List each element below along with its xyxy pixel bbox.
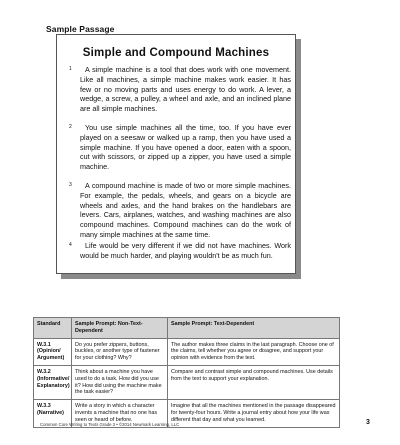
header-text-dependent: Sample Prompt: Text-Dependent xyxy=(168,318,340,339)
passage-card xyxy=(56,34,296,274)
standard-cell: W.3.3 (Narrative) xyxy=(34,400,72,427)
paragraph-text: Life would be very different if we did not have machines. Work would be much harder, and playing wouldn't be as much fun. xyxy=(80,241,291,260)
passage-title: Simple and Compound Machines xyxy=(82,47,270,59)
standard-cell: W.3.2 (Informative/ Explanatory) xyxy=(34,365,72,399)
prompt-table xyxy=(33,317,340,428)
standard-cell: W.3.1 (Opinion/ Argument) xyxy=(34,338,72,365)
text-dependent-prompt-cell: Compare and contrast simple and compound machines. Use details from the text to support your explanation. xyxy=(168,365,340,399)
table-row xyxy=(34,338,340,365)
table-header-row xyxy=(34,318,340,339)
paragraph-number: 2 xyxy=(69,124,72,130)
header-standard: Standard xyxy=(34,318,72,339)
table-row xyxy=(34,365,340,399)
paragraph-text: You use simple machines all the time, too. If you have ever played on a seesaw or walked up a ramp, then you have used a simple machine. If you have opened a door, eaten with a spoon, cut with scissors, or zipped up a zipper, you have used a simple machine. xyxy=(80,123,291,172)
non-text-prompt-cell: Think about a machine you have used to do a task. How did you use it? How did using the machine make the task easier? xyxy=(72,365,168,399)
paragraph-text: A simple machine is a tool that does work with one movement. Like all machines, a simple machine makes work easier. It has few or no moving parts and uses energy to do work. A lever, a wedge, a screw, a pulley, a wheel and axle, and an inclined plane are all simple machines. xyxy=(80,65,291,114)
header-non-text-dependent: Sample Prompt: Non-Text-Dependent xyxy=(72,318,168,339)
non-text-prompt-cell: Do you prefer zippers, buttons, buckles, or another type of fastener for your clothing? Why? xyxy=(72,338,168,365)
paragraph-number: 1 xyxy=(69,66,72,72)
sample-passage-heading: Sample Passage xyxy=(46,24,115,34)
paragraph-number: 3 xyxy=(69,182,72,188)
page-number: 3 xyxy=(366,419,370,426)
non-text-prompt-cell: Write a story in which a character invents a machine that no one has seen or heard of before. xyxy=(72,400,168,427)
text-dependent-prompt-cell: The author makes three claims in the last paragraph. Choose one of the claims, tell whether you agree or disagree, and support your opinion with evidence from the text. xyxy=(168,338,340,365)
paragraph-number: 4 xyxy=(69,242,72,248)
text-dependent-prompt-cell: Imagine that all the machines mentioned in the passage disappeared for twenty-four hours. Write a journal entry about how your life was different that day and what you learned. xyxy=(168,400,340,427)
paragraph-text: A compound machine is made of two or more simple machines. For example, the pedals, wheels, and gears on a bicycle are wheels and axles, and the hand brakes on the handlebars are levers. Cars, airplanes, watches, and washing machines are also compound machines. Compound machines can do the work of many simple machines at the same time. xyxy=(80,181,291,239)
footer-copyright: Common Core Writing to Texts Grade 3 • ©2014 Newmark Learning, LLC xyxy=(40,422,180,427)
